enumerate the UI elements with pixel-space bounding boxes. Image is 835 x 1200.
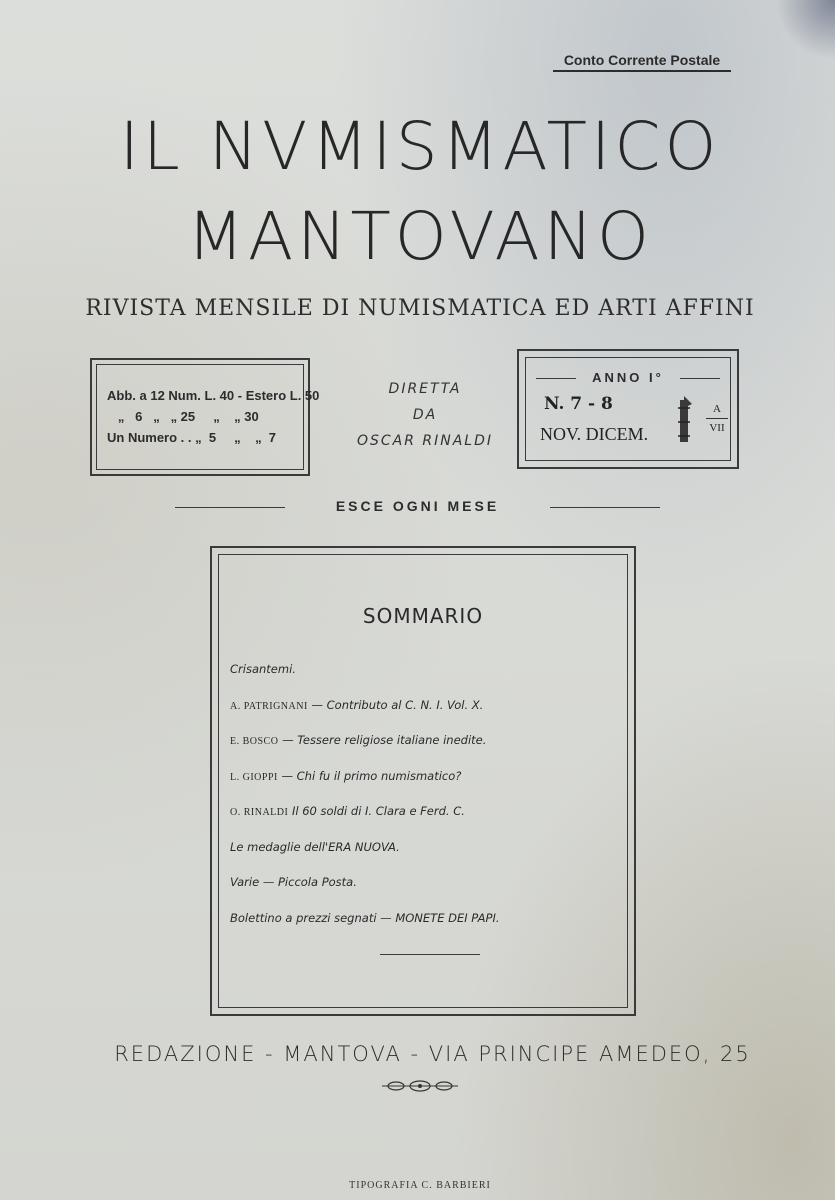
toc-entry-title: Chi fu il primo numismatico? xyxy=(296,768,462,783)
fasces-icon xyxy=(674,394,694,444)
conto-corrente-label: Conto Corrente Postale xyxy=(553,52,731,72)
table-of-contents xyxy=(210,546,636,1016)
subscription-box xyxy=(90,358,320,476)
issue-year: ANNO I° xyxy=(592,370,664,385)
toc-entry-title: Crisantemi. xyxy=(230,662,296,676)
fascist-era-year xyxy=(706,402,728,435)
toc-entry-separator: — xyxy=(307,697,327,712)
editorial-address: REDAZIONE - MANTOVA - VIA PRINCIPE AMEDEO, 25 xyxy=(114,1042,751,1066)
toc-entry xyxy=(230,769,610,805)
era-label: A xyxy=(713,403,721,415)
editor-credit-line2: DA xyxy=(412,407,438,423)
toc-entry-separator: — xyxy=(278,733,298,747)
toc-entry-author: L. GIOPPI xyxy=(230,771,278,783)
toc-entry-title: Le medaglie dell'ERA NUOVA. xyxy=(230,839,400,854)
corner-stain xyxy=(775,0,835,60)
toc-entry-author: A. PATRIGNANI xyxy=(230,700,308,712)
printer-credit: TIPOGRAFIA C. BARBIERI xyxy=(349,1180,491,1191)
toc-entry xyxy=(230,698,610,734)
era-divider xyxy=(706,418,728,419)
editor-credit-line3: OSCAR RINALDI xyxy=(356,433,494,449)
masthead-title-line1: IL NVMISMATICO xyxy=(119,108,721,185)
toc-entry xyxy=(230,911,610,947)
toc-entry-title: Il 60 soldi di I. Clara e Ferd. C. xyxy=(291,804,465,818)
toc-entry-author: E. BOSCO xyxy=(230,736,279,747)
issue-box-inner xyxy=(525,357,731,461)
toc-entry-title: Varie — Piccola Posta. xyxy=(230,875,357,889)
masthead-subtitle: RIVISTA MENSILE DI NUMISMATICA ED ARTI AFFINI xyxy=(85,296,755,321)
issue-box xyxy=(517,349,739,469)
ornament-icon xyxy=(380,1078,460,1094)
era-year: VII xyxy=(709,422,725,434)
frequency-banner xyxy=(175,498,660,518)
masthead-title-line2: MANTOVANO xyxy=(187,198,653,275)
toc-entry xyxy=(230,875,610,911)
toc-entry xyxy=(230,840,610,876)
issue-months: NOV. DICEM. xyxy=(540,424,649,444)
frequency-text: ESCE OGNI MESE xyxy=(335,498,500,514)
editor-credit-line1: DIRETTA xyxy=(388,381,462,397)
toc-title: SOMMARIO xyxy=(362,604,484,628)
toc-entry xyxy=(230,804,610,840)
toc-entry-title: Tessere religiose italiane inedite. xyxy=(297,733,487,747)
toc-entry xyxy=(230,662,610,698)
issue-number: N. 7 - 8 xyxy=(544,394,613,414)
toc-entry-title: Bolettino a prezzi segnati — MONETE DEI PAPI. xyxy=(230,910,500,925)
toc-entry xyxy=(230,733,610,769)
editor-credit xyxy=(330,376,520,454)
toc-list xyxy=(230,662,610,946)
toc-entry-author: O. RINALDI xyxy=(230,807,289,818)
subscription-rates: Abb. a 12 Num. L. 40 - Estero L. 50 „ 6 „ „ 25 „ „ 30 Un Numero . . „ 5 „ „ 7 xyxy=(96,364,304,470)
toc-entry-separator: — xyxy=(277,768,297,783)
toc-entry-title: Contributo al C. N. I. Vol. X. xyxy=(326,697,484,712)
toc-end-rule xyxy=(380,954,480,955)
